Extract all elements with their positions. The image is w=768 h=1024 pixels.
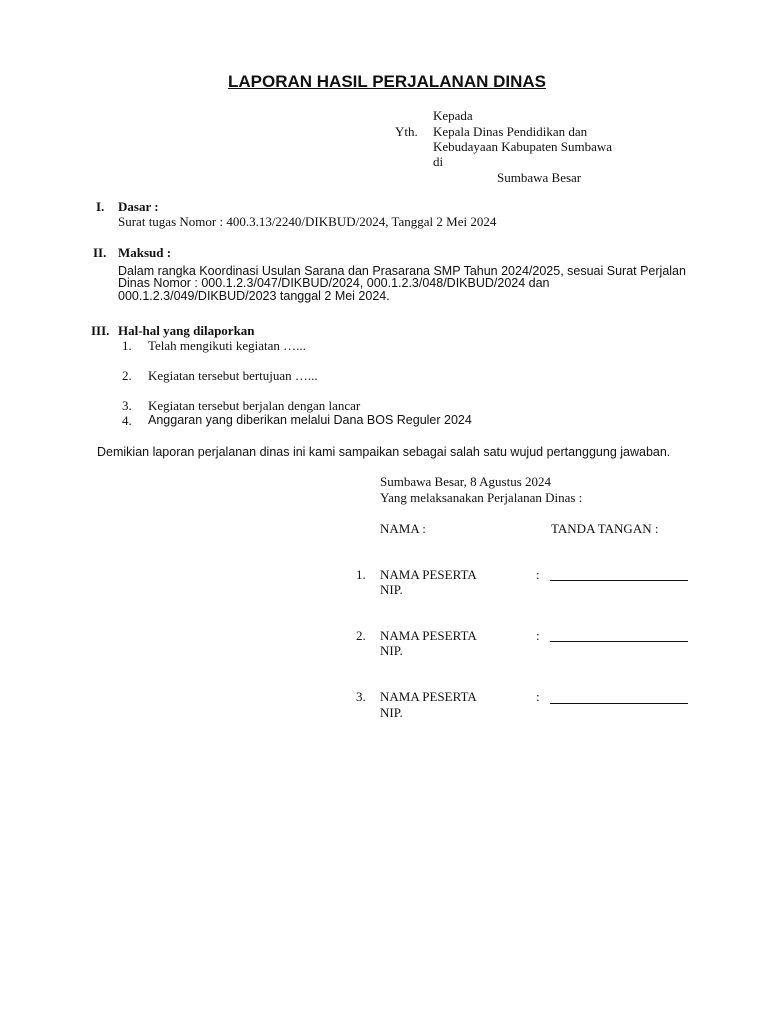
section-heading: Maksud :: [118, 245, 172, 260]
list-item-text: Kegiatan tersebut bertujuan …...: [148, 368, 318, 383]
section-heading: Hal-hal yang dilaporkan: [118, 323, 255, 338]
section-heading: Dasar :: [118, 199, 159, 214]
list-item-text: Telah mengikuti kegiatan …...: [148, 338, 306, 353]
addressee-line1: Kepala Dinas Pendidikan dan: [433, 124, 588, 139]
signature-line: [550, 641, 688, 642]
addressee-line2: Kebudayaan Kabupaten Sumbawa: [433, 139, 613, 154]
section-numeral: I.: [96, 199, 105, 214]
addressee-place: Sumbawa Besar: [497, 170, 582, 185]
document-title: LAPORAN HASIL PERJALANAN DINAS: [228, 72, 546, 91]
participant-number: 1.: [356, 567, 366, 582]
participant-colon: :: [536, 628, 540, 643]
column-name-header: NAMA :: [380, 521, 426, 536]
addressee-di: di: [433, 154, 444, 169]
list-item-text: Anggaran yang diberikan melalui Dana BOS Reguler 2024: [148, 413, 472, 427]
section-numeral: II.: [93, 245, 107, 260]
participant-name: NAMA PESERTA: [380, 689, 477, 704]
addressee-yth: Yth.: [395, 124, 418, 139]
section-numeral: III.: [91, 323, 110, 338]
participant-nip: NIP.: [380, 705, 403, 720]
closing-statement: Demikian laporan perjalanan dinas ini kami sampaikan sebagai salah satu wujud pertanggung jawaban.: [97, 445, 671, 459]
participant-nip: NIP.: [380, 582, 403, 597]
signature-line: [550, 703, 688, 704]
participant-number: 2.: [356, 628, 366, 643]
participant-nip: NIP.: [380, 643, 403, 658]
participant-name: NAMA PESERTA: [380, 628, 477, 643]
participant-number: 3.: [356, 689, 366, 704]
signature-line: [550, 580, 688, 581]
place-date: Sumbawa Besar, 8 Agustus 2024: [380, 474, 551, 489]
column-sign-header: TANDA TANGAN :: [551, 521, 659, 536]
section-body-line: Dinas Nomor : 000.1.2.3/047/DIKBUD/2024, 000.1.2.3/048/DIKBUD/2024 dan: [118, 276, 550, 290]
executor-label: Yang melaksanakan Perjalanan Dinas :: [380, 490, 583, 505]
participant-colon: :: [536, 567, 540, 582]
list-item-text: Kegiatan tersebut berjalan dengan lancar: [148, 398, 361, 413]
section-body-line: Dalam rangka Koordinasi Usulan Sarana dan Prasarana SMP Tahun 2024/2025, sesuai Surat Perjalan: [118, 264, 686, 278]
list-item-number: 4.: [122, 413, 132, 428]
addressee-kepada: Kepada: [433, 108, 473, 123]
list-item-number: 2.: [122, 368, 132, 383]
participant-colon: :: [536, 689, 540, 704]
participant-name: NAMA PESERTA: [380, 567, 477, 582]
list-item-number: 1.: [122, 338, 132, 353]
section-body-line: Surat tugas Nomor : 400.3.13/2240/DIKBUD/2024, Tanggal 2 Mei 2024: [118, 214, 497, 229]
list-item-number: 3.: [122, 398, 132, 413]
section-body-line: 000.1.2.3/049/DIKBUD/2023 tanggal 2 Mei 2024.: [118, 289, 390, 303]
